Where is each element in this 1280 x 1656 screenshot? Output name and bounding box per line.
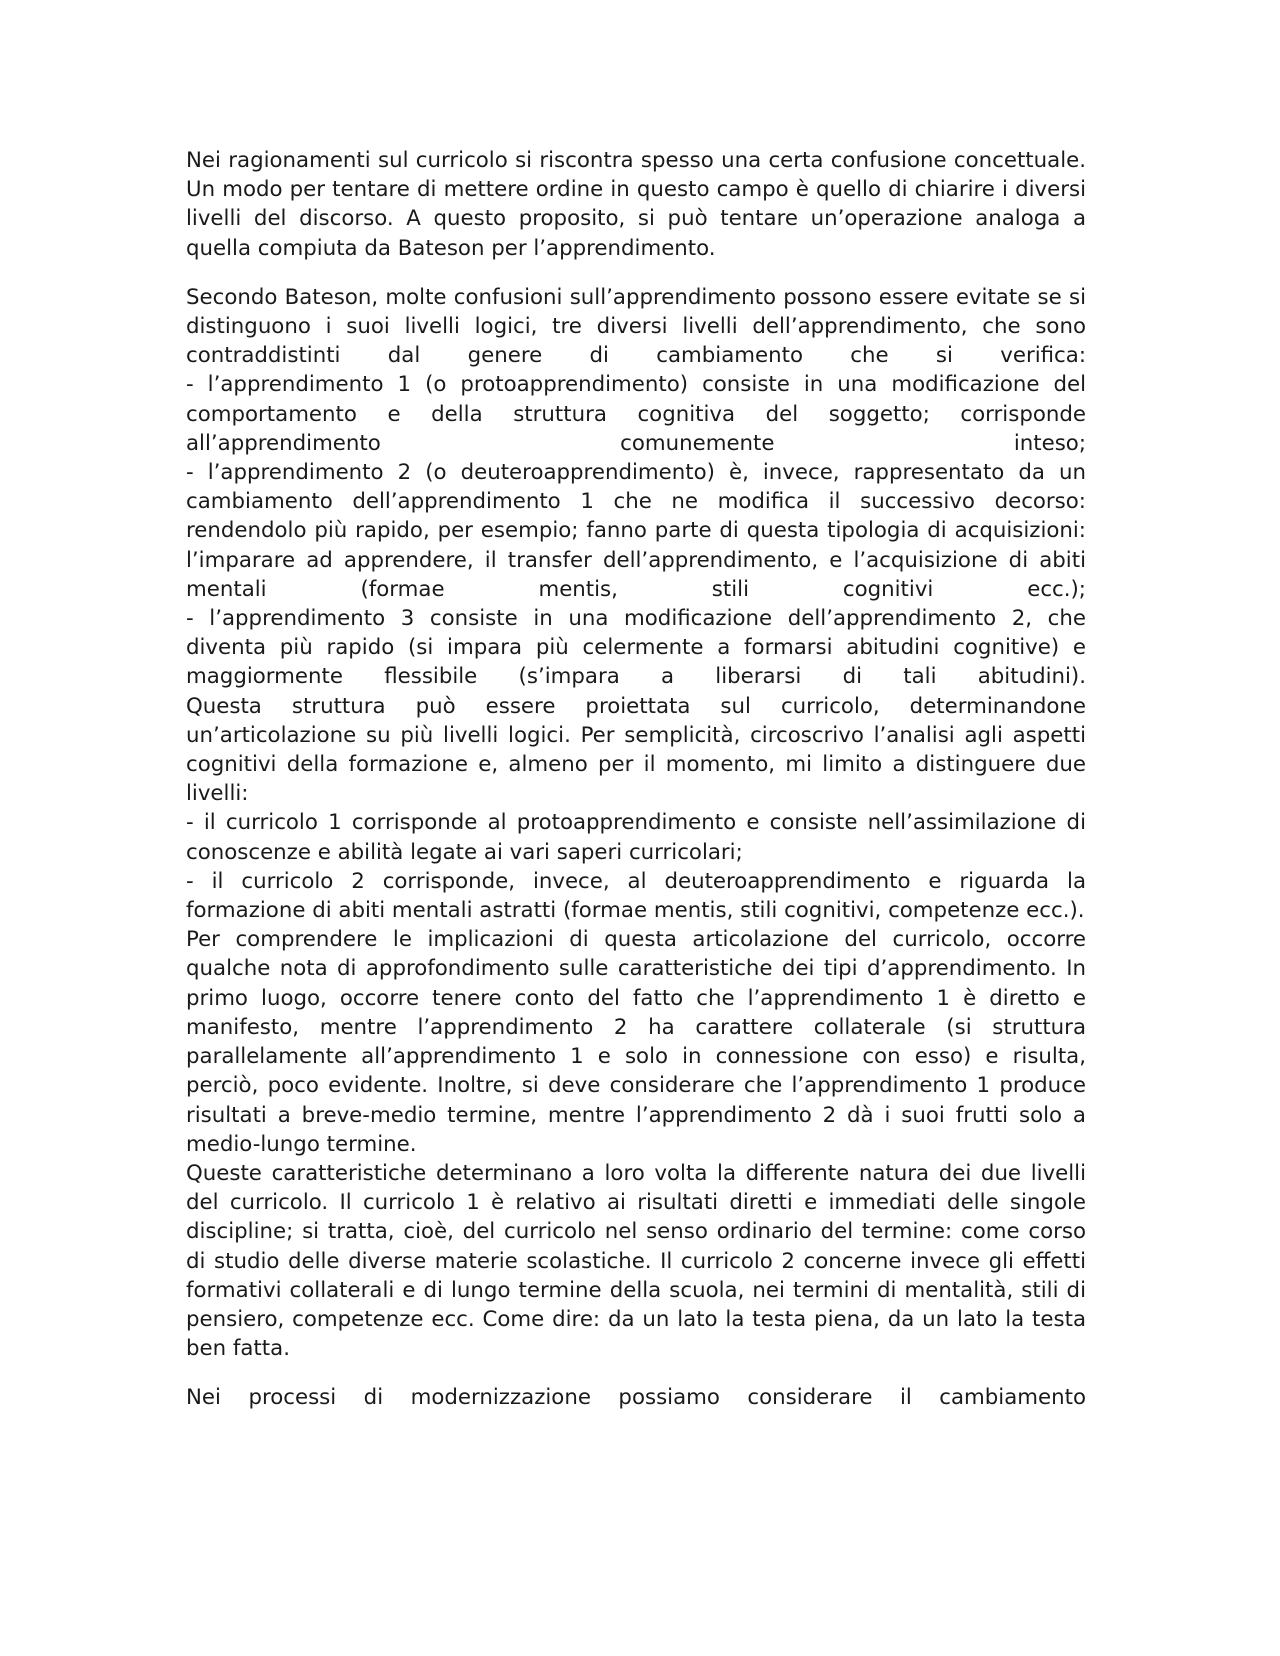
paragraph-curriculum-confusion: Nei ragionamenti sul curricolo si riscontra spesso una certa confusione concettuale. Un modo per tentare di mettere ordine in questo campo è quello di chiarire i diversi livelli del discorso. A questo proposito, si può tentare un’operazione analoga a quella compiuta da Bateson per l’apprendimento.	[186, 148, 1086, 261]
list-item-apprendimento-3: - l’apprendimento 3 consiste in una modificazione dell’apprendimento 2, che diventa più rapido (si impara più celermente a formarsi abitudini cognitive) e maggiormente flessibile (s’impara a liberarsi di tali abitudini).	[186, 606, 1086, 690]
paragraph-bateson-levels: Secondo Bateson, molte confusioni sull’apprendimento possono essere evitate se si distinguono i suoi livelli logici, tre diversi livelli dell’apprendimento, che sono contraddistinti dal genere di cambiamento che si verifica:	[186, 284, 1086, 369]
list-item-curricolo-2: - il curricolo 2 corrisponde, invece, al deuteroapprendimento e riguarda la formazione di abiti mentali astratti (formae mentis, stili cognitivi, competenze ecc.).	[186, 868, 1086, 924]
document-body	[186, 146, 1086, 1413]
list-item-apprendimento-1: - l’apprendimento 1 (o protoapprendimento) consiste in una modificazione del comportamento e della struttura cognitiva del soggetto; corrisponde all’apprendimento comunemente inteso;	[186, 372, 1086, 456]
list-item-apprendimento-2: - l’apprendimento 2 (o deuteroapprendimento) è, invece, rappresentato da un cambiamento dell’apprendimento 1 che ne modifica il successivo decorso: rendendolo più rapido, per esempio; fanno parte di questa tipologia di acquisizioni: l’imparare ad apprendere, il transfer dell’apprendimento, e l’acquisizione di abiti mentali (formae mentis, stili cognitivi ecc.);	[186, 460, 1086, 602]
paragraph-modernization: Nei processi di modernizzazione possiamo considerare il cambiamento	[186, 1385, 1086, 1411]
paragraph-learning-characteristics: Per comprendere le implicazioni di questa articolazione del curricolo, occorre qualche nota di approfondimento sulle caratteristiche dei tipi d’apprendimento. In primo luogo, occorre tenere conto del fatto che l’apprendimento 1 è diretto e manifesto, mentre l’apprendimento 2 ha carattere collaterale (si struttura parallelamente all’apprendimento 1 e solo in connessione con esso) e risulta, perciò, poco evidente. Inoltre, si deve considerare che l’apprendimento 1 produce risultati a breve-medio termine, mentre l’apprendimento 2 dà i suoi frutti solo a medio-lungo termine.	[186, 927, 1086, 1157]
paragraph-curriculum-structure: Questa struttura può essere proiettata sul curricolo, determinandone un’articolazione su più livelli logici. Per semplicità, circoscrivo l’analisi agli aspetti cognitivi della formazione e, almeno per il momento, mi limito a distinguere due livelli:	[186, 693, 1086, 807]
list-item-curricolo-1: - il curricolo 1 corrisponde al protoapprendimento e consiste nell’assimilazione di conoscenze e abilità legate ai vari saperi curricolari;	[186, 810, 1086, 865]
paragraph-curriculum-nature: Queste caratteristiche determinano a loro volta la differente natura dei due livelli del curricolo. Il curricolo 1 è relativo ai risultati diretti e immediati delle singole discipline; si tratta, cioè, del curricolo nel senso ordinario del termine: come corso di studio delle diverse materie scolastiche. Il curricolo 2 concerne invece gli effetti formativi collaterali e di lungo termine della scuola, nei termini di mentalità, stili di pensiero, competenze ecc. Come dire: da un lato la testa piena, da un lato la testa ben fatta.	[186, 1160, 1086, 1362]
